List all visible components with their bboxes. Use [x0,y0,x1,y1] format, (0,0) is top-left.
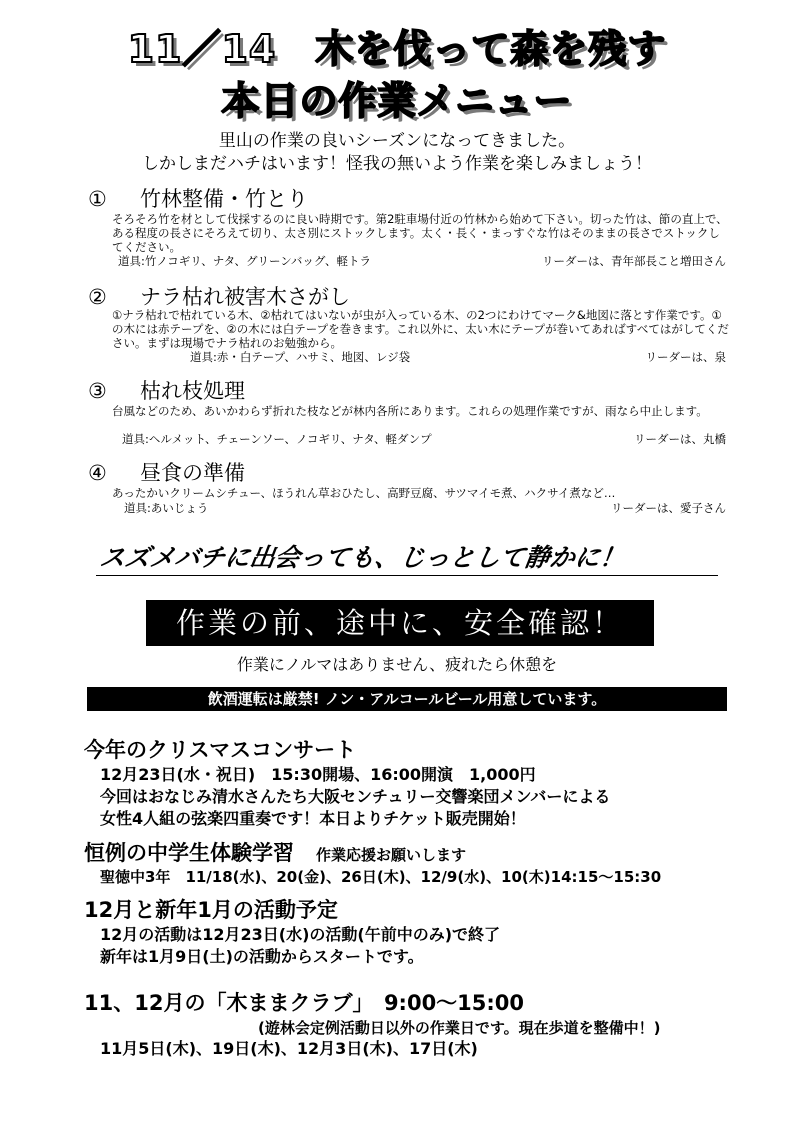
task-1-description: そろそろ竹を材として伐採するのに良い時期です。第2駐車場付近の竹林から始めて下さい。切った竹は、節の直上で、ある程度の長さにそろえて切り、太さ別にストックします。太く・長く・まっすぐな竹はそのままの長さでストックしてください。 [112,212,728,254]
task-4-title: 昼食の準備 [140,461,245,485]
students-heading [84,840,466,869]
task-2-tools: 道具:赤・白テープ、ハサミ、地図、レジ袋 [190,350,411,364]
task-3-leader: リーダーは、丸橋 [634,432,726,446]
task-4-description: あったかいクリームシチュー、ほうれん草おひたし、高野豆腐、サツマイモ煮、ハクサイ煮など… [112,486,616,500]
intro-line1: 里山の作業の良いシーズンになってきました。 [218,131,576,151]
task-2-number: ② [88,285,107,309]
wasp-underline [96,575,718,576]
task-3-tools: 道具:ヘルメット、チェーンソー、ノコギリ、ナタ、軽ダンプ [122,432,432,446]
club-line-2: 11月5日(木)、19日(木)、12月3日(木)、17日(木) [100,1039,478,1058]
task-1-tools: 道具:竹ノコギリ、ナタ、グリーンバッグ、軽トラ [118,254,371,268]
task-3-number: ③ [88,379,107,403]
page-title-line2: 本日の作業メニュー [221,79,573,123]
concert-line-1: 12月23日(水・祝日) 15:30開場、16:00開演 1,000円 [100,765,536,784]
task-2-description: ①ナラ枯れで枯れている木、②枯れてはいないが虫が入っている木、の2つにわけてマーク&地図に落とす作業です。①の木には赤テープを、②の木には白テープを巻きます。これ以外に、太い木にテープが巻いてあればすべてはがしてください。まずは現場でナラ枯れのお勉強から。 [112,308,729,350]
schedule-title: 12月と新年1月の活動予定 [84,898,338,922]
wasp-warning: スズメバチに出会っても、じっとして静かに！ [98,543,627,572]
students-subtitle: 作業応援お願いします [316,846,467,864]
club-title: 11、12月の「木ままクラブ」 9:00～15:00 [84,991,525,1015]
task-4-number: ④ [88,461,107,485]
task-1-heading [88,186,308,212]
rest-notice: 作業にノルマはありません、疲れたら休憩を [236,655,558,674]
task-2-title: ナラ枯れ被害木さがし [140,285,350,309]
task-3-title: 枯れ枝処理 [140,379,245,403]
task-3-heading [88,378,245,404]
concert-line-3: 女性4人組の弦楽四重奏です！本日よりチケット販売開始！ [100,809,526,828]
task-1-number: ① [88,187,107,211]
task-2-heading [88,284,350,310]
task-4-heading [88,460,245,486]
task-3-description: 台風などのため、あいかわらず折れた枝などが林内各所にあります。これらの処理作業ですが、雨なら中止します。 [112,404,708,418]
task-1-title: 竹林整備・竹とり [140,187,308,211]
schedule-line-1: 12月の活動は12月23日(水)の活動(午前中のみ)で終了 [100,925,501,944]
page-title-line1: 11／14 木を伐って森を残す [127,27,667,71]
task-1-leader: リーダーは、青年部長こと増田さん [542,254,726,268]
task-4-leader: リーダーは、愛子さん [611,501,726,515]
students-title: 恒例の中学生体験学習 [84,841,294,865]
club-line-1: (遊林会定例活動日以外の作業日です。現在歩道を整備中！) [258,1019,661,1037]
safety-banner: 作業の前、途中に、安全確認！ [146,600,654,646]
students-line-1: 聖徳中3年 11/18(水)、20(金)、26日(木)、12/9(水)、10(木)14:15～15:30 [100,868,662,886]
task-2-leader: リーダーは、泉 [645,350,726,364]
intro-line2: しかしまだハチはいます！怪我の無いよう作業を楽しみましょう！ [142,154,652,174]
drinking-banner: 飲酒運転は厳禁! ノン・アルコールビール用意しています。 [87,687,727,711]
concert-line-2: 今回はおなじみ清水さんたち大阪センチュリー交響楽団メンバーによる [100,787,611,806]
task-4-tools: 道具:あいじょう [124,501,209,515]
schedule-line-2: 新年は1月9日(土)の活動からスタートです。 [100,947,424,966]
concert-title: 今年のクリスマスコンサート [84,738,357,762]
